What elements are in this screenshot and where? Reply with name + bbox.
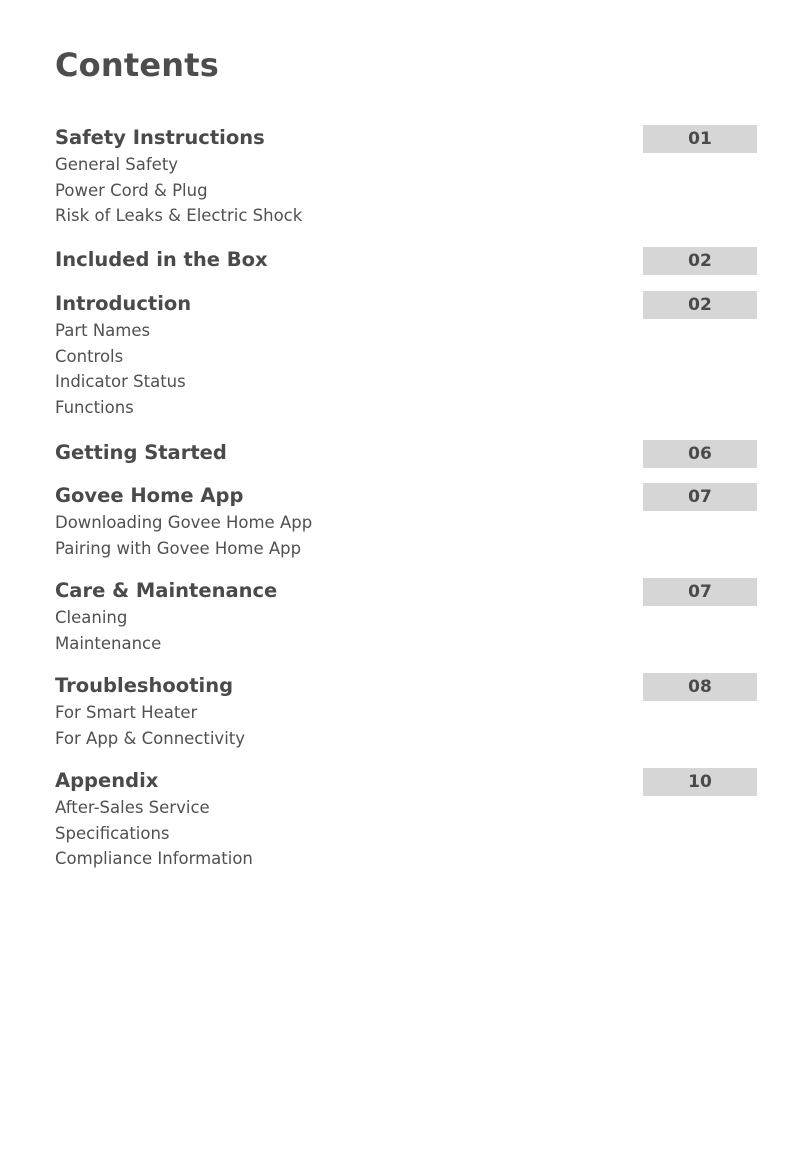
toc-section-title: Care & Maintenance [55, 579, 278, 602]
toc-subitem: Power Cord & Plug [55, 180, 208, 200]
toc-subitem: Functions [55, 398, 134, 418]
toc-subitem: After-Sales Service [55, 798, 210, 817]
toc-section-title: Getting Started [55, 441, 227, 464]
page-title: Contents [55, 46, 219, 84]
toc-section-title: Appendix [55, 769, 159, 792]
toc-subitem: Pairing with Govee Home App [55, 538, 302, 558]
toc-subitem-list [55, 700, 245, 751]
toc-subitem: Risk of Leaks & Electric Shock [55, 206, 303, 226]
toc-subitem: For Smart Heater [55, 703, 198, 722]
toc-page-number: 02 [643, 247, 757, 275]
toc-subitem-list [55, 795, 253, 872]
toc-page-number: 01 [643, 125, 757, 153]
toc-page-number: 08 [643, 673, 757, 701]
toc-section-title: Troubleshooting [55, 674, 234, 697]
toc-subitem: Downloading Govee Home App [55, 513, 313, 532]
toc-section-title: Included in the Box [55, 248, 268, 271]
toc-subitem: Part Names [55, 321, 151, 340]
toc-subitem: For App & Connectivity [55, 728, 246, 748]
toc-section-title: Introduction [55, 292, 192, 315]
toc-subitem: Cleaning [55, 608, 128, 627]
toc-subitem: Specifications [55, 823, 170, 843]
toc-subitem: Compliance Information [55, 849, 253, 869]
toc-section-title: Safety Instructions [55, 126, 265, 149]
toc-page-number: 10 [643, 768, 757, 796]
toc-subitem-list [55, 605, 161, 656]
toc-page-number: 02 [643, 291, 757, 319]
toc-subitem-list [55, 152, 302, 229]
toc-subitem: General Safety [55, 155, 179, 174]
toc-page-number: 06 [643, 440, 757, 468]
toc-subitem: Indicator Status [55, 372, 186, 392]
toc-page-number: 07 [643, 578, 757, 606]
toc-subitem: Maintenance [55, 633, 162, 653]
toc-subitem-list [55, 318, 186, 421]
toc-section-title: Govee Home App [55, 484, 244, 507]
toc-page-number: 07 [643, 483, 757, 511]
toc-subitem: Controls [55, 346, 124, 366]
toc-subitem-list [55, 510, 312, 561]
